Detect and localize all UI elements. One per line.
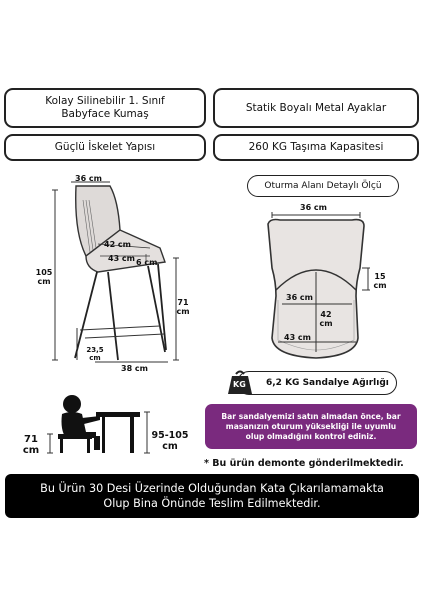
delivery-banner-line2: Olup Bina Önünde Teslim Edilmektedir. — [103, 497, 321, 510]
side-footrest-unit: cm — [89, 354, 101, 362]
detail-arm-height-unit: cm — [373, 281, 387, 290]
weight-badge: KG — [233, 380, 246, 389]
feature-legs-label: Statik Boyalı Metal Ayaklar — [245, 101, 387, 114]
feature-frame-label: Güçlü İskelet Yapısı — [54, 141, 156, 153]
detail-arm-height-value: 15 — [374, 272, 386, 281]
side-total-height-unit: cm — [37, 277, 51, 286]
side-seat-thickness-label: 6 cm — [136, 258, 158, 267]
delivery-banner-line1: Bu Ürün 30 Desi Üzerinde Olduğundan Kata Çıkarılamamakta — [40, 482, 384, 495]
side-seat-width-label: 43 cm — [108, 254, 135, 263]
assembly-note: * Bu ürün demonte gönderilmektedir. — [204, 458, 404, 469]
counter-height-value: 95-105 — [151, 430, 189, 441]
feature-capacity-label: 260 KG Taşıma Kapasitesi — [248, 141, 384, 153]
detail-bottom-width-label: 43 cm — [284, 333, 311, 342]
counter-height-label — [146, 430, 194, 452]
person-height-unit: cm — [22, 445, 40, 456]
detail-depth-value: 42 — [320, 310, 332, 319]
side-total-height-value: 105 — [35, 268, 53, 277]
warning-box — [205, 404, 417, 449]
weight-text: 6,2 KG Sandalye Ağırlığı — [266, 378, 389, 388]
side-seat-height-value: 71 — [177, 298, 189, 307]
side-seat-height-unit: cm — [176, 307, 190, 316]
counter-height-unit: cm — [162, 441, 178, 452]
feature-fabric-line2: Babyface Kumaş — [61, 108, 149, 120]
side-seat-depth-label: 42 cm — [104, 240, 131, 249]
detail-title: Oturma Alanı Detaylı Ölçü — [264, 181, 382, 191]
side-top-width-label: 36 cm — [75, 174, 102, 183]
detail-seat-width-label: 36 cm — [286, 293, 313, 302]
side-base-width-label: 38 cm — [121, 364, 148, 373]
feature-fabric-line1: Kolay Silinebilir 1. Sınıf — [45, 95, 165, 107]
detail-top-width-label: 36 cm — [300, 203, 327, 212]
side-footrest-value: 23,5 — [86, 346, 104, 354]
warning-line1: Bar sandalyemizi satın almadan önce, bar — [221, 411, 401, 421]
detail-depth-unit: cm — [319, 319, 333, 328]
person-height-value: 71 — [24, 434, 38, 445]
warning-line2: masanızın oturum yüksekliği ile uyumlu — [225, 421, 397, 431]
delivery-banner — [5, 474, 419, 518]
person-height-label — [20, 434, 42, 456]
warning-line3: olup olmadığını kontrol ediniz. — [245, 431, 377, 441]
